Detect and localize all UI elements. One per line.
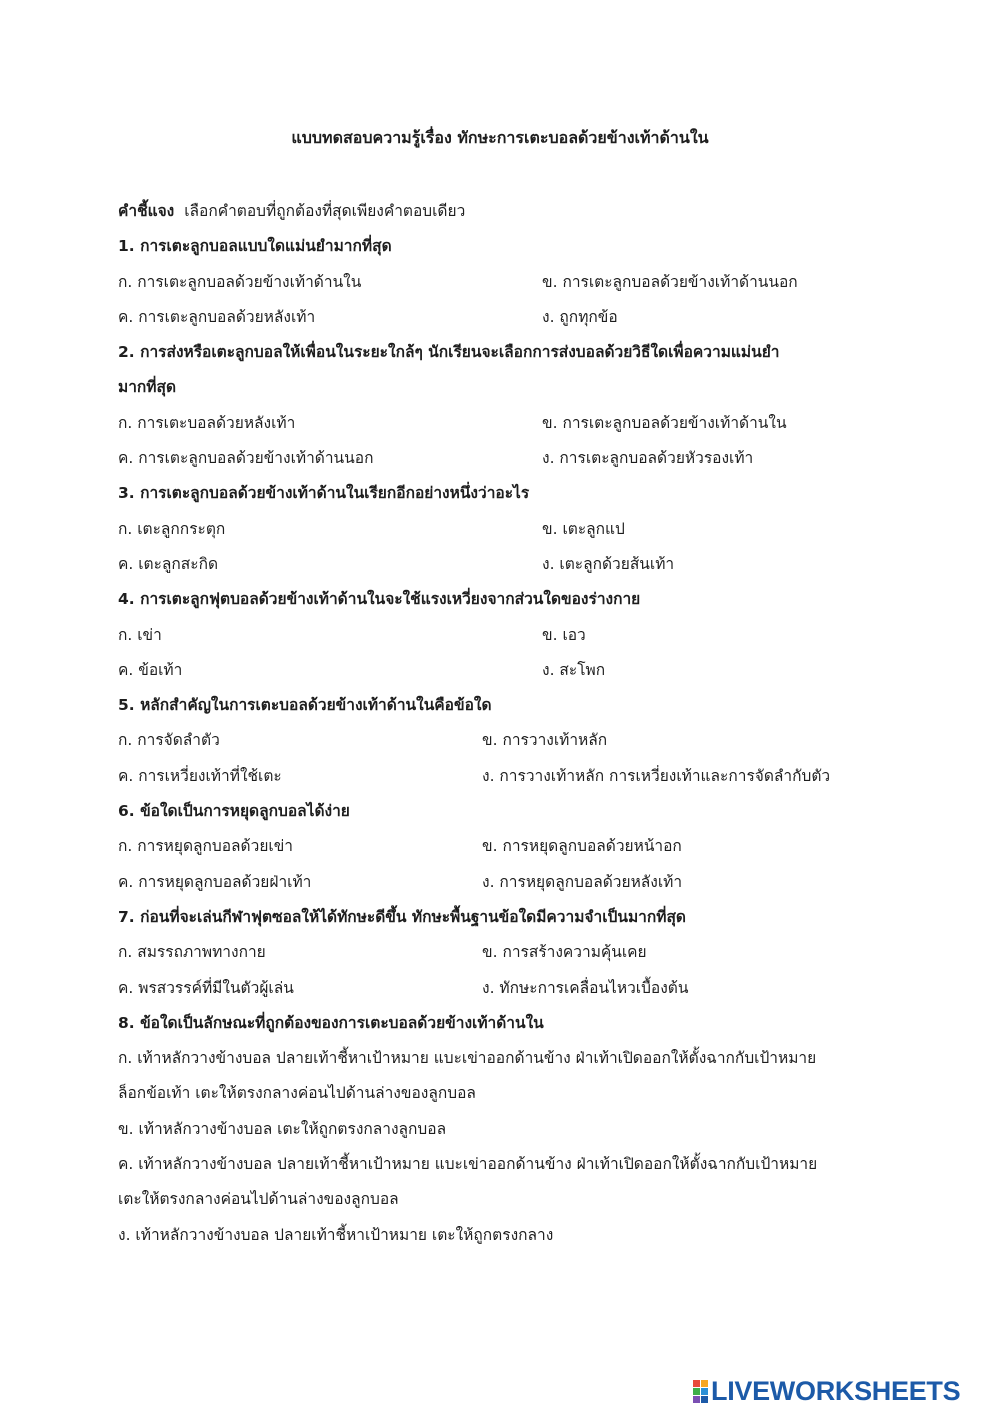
option-a-continued: ล็อกข้อเท้า เตะให้ตรงกลางค่อนไปด้านล่างของลูกบอล (118, 1084, 476, 1103)
liveworksheets-logo-icon (693, 1380, 708, 1403)
instruction-text: เลือกคำตอบที่ถูกต้องที่สุดเพียงคำตอบเดียว (184, 202, 466, 220)
liveworksheets-logo (693, 1376, 960, 1406)
option-b[interactable]: ข. การหยุดลูกบอลด้วยหน้าอก (482, 837, 682, 856)
options-row (118, 759, 878, 794)
option-d[interactable]: ง. สะโพก (542, 660, 606, 679)
options-row (118, 935, 878, 970)
question-8: 8. ข้อใดเป็นลักษณะที่ถูกต้องของการเตะบอลด้วยข้างเท้าด้านใน (118, 1013, 544, 1032)
option-b[interactable]: ข. การเตะลูกบอลด้วยข้างเท้าด้านใน (542, 413, 787, 432)
instruction-label: คำชี้แจง (118, 202, 175, 220)
question-7: 7. ก่อนที่จะเล่นกีฬาฟุตซอลให้ได้ทักษะดีขึ้น ทักษะพื้นฐานข้อใดมีความจำเป็นมากที่สุด (118, 907, 686, 926)
options-row (118, 723, 878, 758)
option-b[interactable]: ข. การเตะลูกบอลด้วยข้างเท้าด้านนอก (542, 272, 798, 291)
option-d[interactable]: ง. เท้าหลักวางข้างบอล ปลายเท้าชี้หาเป้าหมาย เตะให้ถูกตรงกลาง (118, 1225, 554, 1244)
option-b[interactable]: ข. การสร้างความคุ้นเคย (482, 943, 647, 962)
options-row (118, 300, 878, 335)
option-b[interactable]: ข. การวางเท้าหลัก (482, 731, 608, 750)
question-3: 3. การเตะลูกบอลด้วยข้างเท้าด้านในเรียกอีกอย่างหนึ่งว่าอะไร (118, 484, 530, 503)
options-row (118, 829, 878, 864)
option-a[interactable]: ก. การเตะบอลด้วยหลังเท้า (118, 413, 296, 432)
option-b[interactable]: ข. เท้าหลักวางข้างบอล เตะให้ถูกตรงกลางลูกบอล (118, 1119, 447, 1138)
option-a[interactable]: ก. การจัดลำตัว (118, 731, 220, 750)
option-c[interactable]: ค. การหยุดลูกบอลด้วยฝ่าเท้า (118, 872, 312, 891)
option-d[interactable]: ง. ทักษะการเคลื่อนไหวเบื้องต้น (482, 978, 689, 997)
option-a[interactable]: ก. สมรรถภาพทางกาย (118, 943, 266, 962)
brand-name: LIVEWORKSHEETS (711, 1376, 961, 1406)
option-c[interactable]: ค. ข้อเท้า (118, 660, 183, 679)
options-row (118, 971, 878, 1006)
options-row (118, 865, 878, 900)
option-c[interactable]: ค. การเตะลูกบอลด้วยข้างเท้าด้านนอก (118, 449, 374, 468)
options-row (118, 512, 878, 547)
option-c[interactable]: ค. เท้าหลักวางข้างบอล ปลายเท้าชี้หาเป้าหมาย แบะเข่าออกด้านข้าง ฝ่าเท้าเปิดออกให้ตั้งฉากกับเป้าหมาย (118, 1155, 818, 1174)
option-c-continued: เตะให้ตรงกลางค่อนไปด้านล่างของลูกบอล (118, 1190, 399, 1209)
options-row (118, 441, 878, 476)
page-title: แบบทดสอบความรู้เรื่อง ทักษะการเตะบอลด้วยข้างเท้าด้านใน (291, 128, 709, 147)
options-row (118, 547, 878, 582)
option-d[interactable]: ง. การเตะลูกบอลด้วยหัวรองเท้า (542, 449, 754, 468)
option-a[interactable]: ก. การเตะลูกบอลด้วยข้างเท้าด้านใน (118, 272, 362, 291)
option-a[interactable]: ก. การหยุดลูกบอลด้วยเข่า (118, 837, 293, 856)
option-a[interactable]: ก. เท้าหลักวางข้างบอล ปลายเท้าชี้หาเป้าหมาย แบะเข่าออกด้านข้าง ฝ่าเท้าเปิดออกให้ตั้งฉากกับเป้าหมาย (118, 1049, 817, 1068)
option-c[interactable]: ค. การเตะลูกบอลด้วยหลังเท้า (118, 307, 316, 326)
option-a[interactable]: ก. เข่า (118, 625, 162, 644)
option-c[interactable]: ค. การเหวี่ยงเท้าที่ใช้เตะ (118, 766, 282, 785)
options-row (118, 618, 878, 653)
option-d[interactable]: ง. การวางเท้าหลัก การเหวี่ยงเท้าและการจัดลำกับตัว (482, 766, 831, 785)
option-d[interactable]: ง. การหยุดลูกบอลด้วยหลังเท้า (482, 872, 683, 891)
options-row (118, 653, 878, 688)
question-4: 4. การเตะลูกฟุตบอลด้วยข้างเท้าด้านในจะใช้แรงเหวี่ยงจากส่วนใดของร่างกาย (118, 590, 641, 609)
quiz-content (118, 194, 878, 1253)
option-b[interactable]: ข. เตะลูกแป (542, 519, 625, 538)
question-1: 1. การเตะลูกบอลแบบใดแม่นยำมากที่สุด (118, 237, 392, 256)
options-row (118, 265, 878, 300)
option-d[interactable]: ง. เตะลูกด้วยส้นเท้า (542, 554, 675, 573)
option-b[interactable]: ข. เอว (542, 625, 586, 644)
question-6: 6. ข้อใดเป็นการหยุดลูกบอลได้ง่าย (118, 802, 350, 821)
instruction (118, 194, 878, 229)
question-2: 2. การส่งหรือเตะลูกบอลให้เพื่อนในระยะใกล้ๆ นักเรียนจะเลือกการส่งบอลด้วยวิธีใดเพื่อความแม่นยำ (118, 343, 780, 362)
option-c[interactable]: ค. เตะลูกสะกิด (118, 554, 219, 573)
question-5: 5. หลักสำคัญในการเตะบอลด้วยข้างเท้าด้านในคือข้อใด (118, 696, 492, 715)
option-a[interactable]: ก. เตะลูกกระตุก (118, 519, 226, 538)
option-c[interactable]: ค. พรสวรรค์ที่มีในตัวผู้เล่น (118, 978, 294, 997)
option-d[interactable]: ง. ถูกทุกข้อ (542, 307, 618, 326)
options-row (118, 406, 878, 441)
question-2-continued: มากที่สุด (118, 378, 177, 397)
